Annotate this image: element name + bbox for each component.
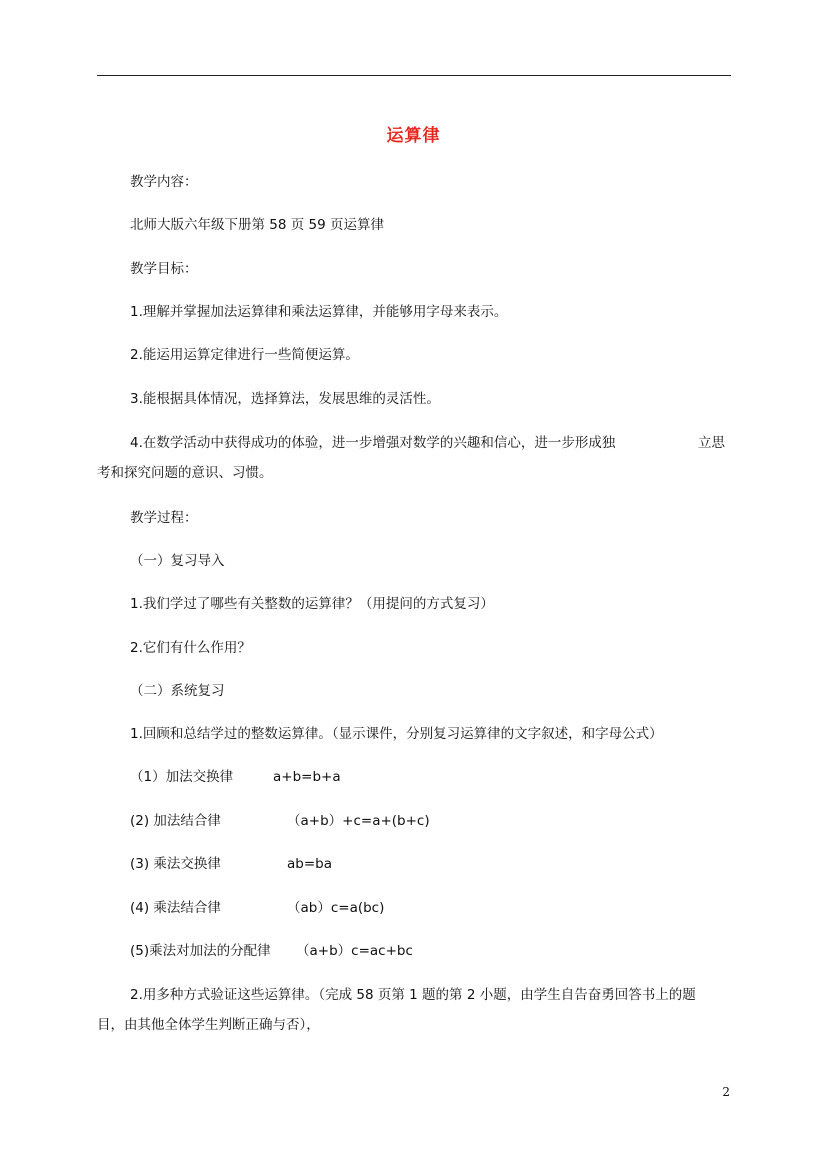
law-label: (2) 加法结合律 <box>130 813 221 829</box>
text-line: 立思 <box>698 435 725 451</box>
text-line: 教学过程： <box>130 510 198 526</box>
text-line: 2.用多种方式验证这些运算律。（完成 58 页第 1 题的第 2 小题，由学生自告奋勇回答书上的题 <box>130 987 696 1003</box>
law-formula: （ab）c=a(bc) <box>287 900 385 916</box>
law-formula: a+b=b+a <box>273 769 341 785</box>
text-line: 1.回顾和总结学过的整数运算律。（显示课件，分别复习运算律的文字叙述，和字母公式） <box>130 726 663 742</box>
text-line: 目，由其他全体学生判断正确与否）， <box>97 1017 320 1033</box>
text-line: 2.能运用运算定律进行一些简便运算。 <box>130 347 359 363</box>
text-line: 北师大版六年级下册第 58 页 59 页运算律 <box>130 217 385 233</box>
text-line: 2.它们有什么作用？ <box>130 640 251 656</box>
text-line: 1.我们学过了哪些有关整数的运算律？（用提问的方式复习） <box>130 596 494 612</box>
law-formula: （a+b）c=ac+bc <box>296 943 413 959</box>
law-formula: ab=ba <box>287 856 332 872</box>
header-rule <box>97 75 731 76</box>
text-line: 1.理解并掌握加法运算律和乘法运算律，并能够用字母来表示。 <box>130 304 508 320</box>
law-label: (5)乘法对加法的分配律 <box>130 943 271 959</box>
text-line: 教学内容： <box>130 174 198 190</box>
law-label: （1）加法交换律 <box>130 769 234 785</box>
section-heading: （二）系统复习 <box>130 683 225 699</box>
section-heading: （一）复习导入 <box>130 553 225 569</box>
text-line: 4.在数学活动中获得成功的体验，进一步增强对数学的兴趣和信心，进一步形成独 <box>130 435 616 451</box>
text-line: 考和探究问题的意识、习惯。 <box>97 465 273 481</box>
law-formula: （a+b）+c=a+(b+c) <box>287 813 430 829</box>
law-label: (3) 乘法交换律 <box>130 856 221 872</box>
page-number: 2 <box>722 1085 730 1099</box>
document-title: 运算律 <box>386 126 441 146</box>
text-line: 教学目标： <box>130 261 198 277</box>
law-label: (4) 乘法结合律 <box>130 900 221 916</box>
text-line: 3.能根据具体情况，选择算法，发展思维的灵活性。 <box>130 391 440 407</box>
